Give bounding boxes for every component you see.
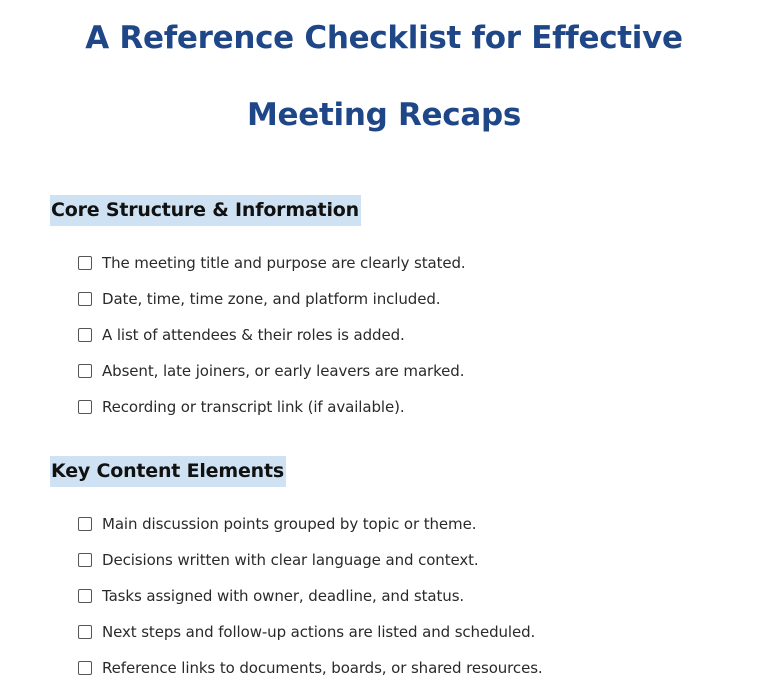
checkbox-icon[interactable] <box>78 625 92 639</box>
checkbox-icon[interactable] <box>78 292 92 306</box>
checklist-item <box>78 650 543 686</box>
section-heading-core-structure: Core Structure & Information <box>50 195 361 226</box>
checkbox-icon[interactable] <box>78 589 92 603</box>
checklist-item-label: A list of attendees & their roles is added. <box>102 326 405 344</box>
checkbox-icon[interactable] <box>78 256 92 270</box>
checklist-core-structure <box>78 245 466 425</box>
checklist-item <box>78 506 543 542</box>
checklist-item-label: Absent, late joiners, or early leavers are marked. <box>102 362 465 380</box>
checkbox-icon[interactable] <box>78 400 92 414</box>
document-title-line-1: A Reference Checklist for Effective <box>85 20 683 56</box>
checklist-item-label: Tasks assigned with owner, deadline, and status. <box>102 587 465 605</box>
document-title-line-2: Meeting Recaps <box>246 97 522 133</box>
checklist-item-label: Next steps and follow-up actions are listed and scheduled. <box>102 623 536 641</box>
checkbox-icon[interactable] <box>78 328 92 342</box>
checklist-item <box>78 578 543 614</box>
checklist-item-label: The meeting title and purpose are clearly stated. <box>102 254 466 272</box>
checkbox-icon[interactable] <box>78 364 92 378</box>
checklist-item <box>78 389 466 425</box>
checklist-item <box>78 281 466 317</box>
checklist-item <box>78 245 466 281</box>
checklist-item-label: Main discussion points grouped by topic or theme. <box>102 515 477 533</box>
section-heading-key-content: Key Content Elements <box>50 456 286 487</box>
checklist-item <box>78 317 466 353</box>
checkbox-icon[interactable] <box>78 661 92 675</box>
checklist-item-label: Recording or transcript link (if available). <box>102 398 405 416</box>
checklist-key-content <box>78 506 543 686</box>
checklist-item-label: Decisions written with clear language and context. <box>102 551 479 569</box>
checklist-item-label: Date, time, time zone, and platform included. <box>102 290 441 308</box>
checklist-item <box>78 542 543 578</box>
checkbox-icon[interactable] <box>78 553 92 567</box>
checklist-item-label: Reference links to documents, boards, or shared resources. <box>102 659 543 677</box>
checklist-item <box>78 614 543 650</box>
checklist-item <box>78 353 466 389</box>
checkbox-icon[interactable] <box>78 517 92 531</box>
